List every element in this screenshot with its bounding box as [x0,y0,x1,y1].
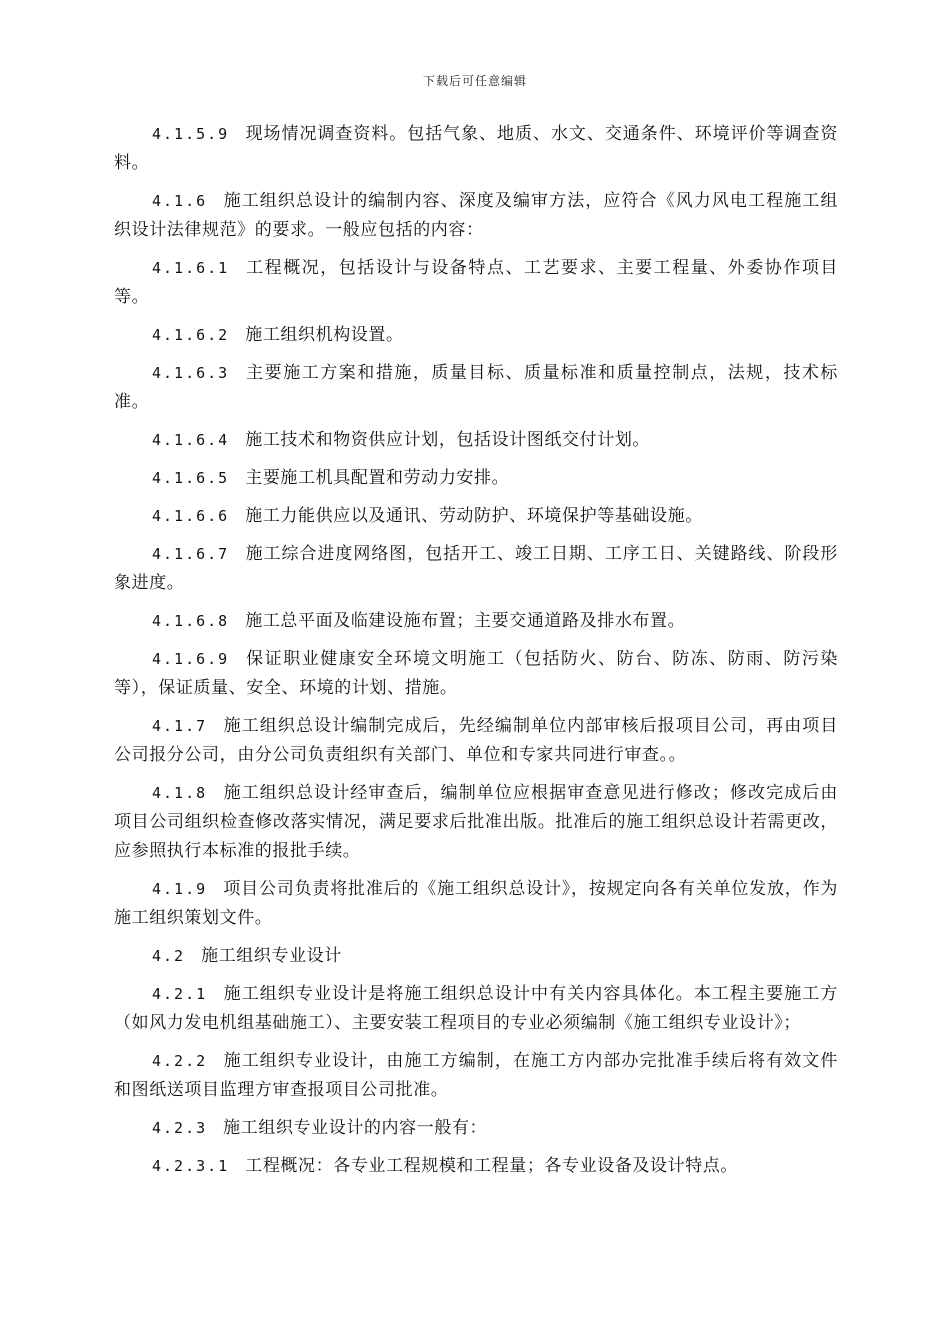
section-number: 4.2.1 [152,985,208,1003]
paragraph-text: 施工组织总设计的编制内容、深度及编审方法，应符合《风力风电工程施工组织设计法律规范》的要求。一般应包括的内容： [114,191,838,240]
paragraph-4-1-6-7 [114,540,838,598]
page-header: 下载后可任意编辑 [422,74,527,88]
paragraph-4-1-5-9 [114,120,838,178]
paragraph-4-1-6-4 [114,426,838,455]
paragraph-4-1-6-3 [114,359,838,417]
paragraph-text: 项目公司负责将批准后的《施工组织总设计》，按规定向各有关单位发放，作为施工组织策划文件。 [114,879,838,928]
paragraph-text: 工程概况：各专业工程规模和工程量；各专业设备及设计特点。 [245,1156,739,1176]
section-number: 4.1.6.5 [152,469,230,487]
paragraph-text: 施工组织专业设计是将施工组织总设计中有关内容具体化。本工程主要施工方（如风力发电机组基础施工）、主要安装工程项目的专业必须编制《施工组织专业设计》； [114,984,838,1033]
paragraph-4-1-6-2 [114,321,838,350]
paragraph-text: 施工组织机构设置。 [245,325,404,345]
paragraph-text: 施工组织总设计编制完成后，先经编制单位内部审核后报项目公司，再由项目公司报分公司，由分公司负责组织有关部门、单位和专家共同进行审查。。 [114,716,838,765]
paragraph-4-1-6-6 [114,502,838,531]
section-number: 4.2.3 [152,1119,208,1137]
section-heading-text: 施工组织专业设计 [201,946,342,966]
section-number: 4.1.7 [152,717,208,735]
paragraph-4-1-6-1 [114,254,838,312]
paragraph-4-1-6 [114,187,838,245]
paragraph-4-1-7 [114,712,838,770]
section-number: 4.1.6.3 [152,364,230,382]
section-number: 4.1.6.6 [152,507,230,525]
paragraph-4-2-3-1 [114,1152,838,1181]
paragraph-4-1-8 [114,779,838,866]
section-number: 4.1.6.2 [152,326,230,344]
paragraph-text: 施工组织总设计经审查后，编制单位应根据审查意见进行修改；修改完成后由项目公司组织检查修改落实情况，满足要求后批准出版。批准后的施工组织总设计若需更改，应参照执行本标准的报批手续。 [114,783,838,861]
section-number: 4.1.6 [152,192,208,210]
section-number: 4.2 [152,947,186,965]
section-number: 4.1.6.1 [152,259,230,277]
document-body [114,120,838,1190]
paragraph-4-1-9 [114,875,838,933]
paragraph-text: 施工组织专业设计，由施工方编制，在施工方内部办完批准手续后将有效文件和图纸送项目监理方审查报项目公司批准。 [114,1051,838,1100]
section-heading-4-2 [114,942,838,971]
section-number: 4.1.6.9 [152,650,230,668]
paragraph-text: 施工力能供应以及通讯、劳动防护、环境保护等基础设施。 [245,506,703,526]
paragraph-4-1-6-8 [114,607,838,636]
section-number: 4.1.6.8 [152,612,230,630]
section-number: 4.1.5.9 [152,125,230,143]
section-number: 4.1.8 [152,784,208,802]
paragraph-text: 工程概况，包括设计与设备特点、工艺要求、主要工程量、外委协作项目等。 [114,258,838,307]
paragraph-text: 主要施工机具配置和劳动力安排。 [245,468,510,488]
section-number: 4.2.3.1 [152,1157,230,1175]
paragraph-text: 施工总平面及临建设施布置；主要交通道路及排水布置。 [245,611,686,631]
paragraph-text: 施工组织专业设计的内容一般有： [223,1118,488,1138]
paragraph-text: 施工综合进度网络图，包括开工、竣工日期、工序工日、关键路线、阶段形象进度。 [114,544,838,593]
paragraph-4-2-2 [114,1047,838,1105]
paragraph-text: 保证职业健康安全环境文明施工（包括防火、防台、防冻、防雨、防污染等），保证质量、安全、环境的计划、措施。 [114,649,838,698]
paragraph-text: 主要施工方案和措施，质量目标、质量标准和质量控制点，法规，技术标准。 [114,363,838,412]
section-number: 4.1.6.4 [152,431,230,449]
section-number: 4.1.9 [152,880,208,898]
paragraph-4-2-1 [114,980,838,1038]
section-number: 4.1.6.7 [152,545,230,563]
section-number: 4.2.2 [152,1052,208,1070]
paragraph-text: 现场情况调查资料。包括气象、地质、水文、交通条件、环境评价等调查资料。 [114,124,838,173]
paragraph-text: 施工技术和物资供应计划，包括设计图纸交付计划。 [245,430,651,450]
paragraph-4-1-6-9 [114,645,838,703]
paragraph-4-1-6-5 [114,464,838,493]
paragraph-4-2-3 [114,1114,838,1143]
